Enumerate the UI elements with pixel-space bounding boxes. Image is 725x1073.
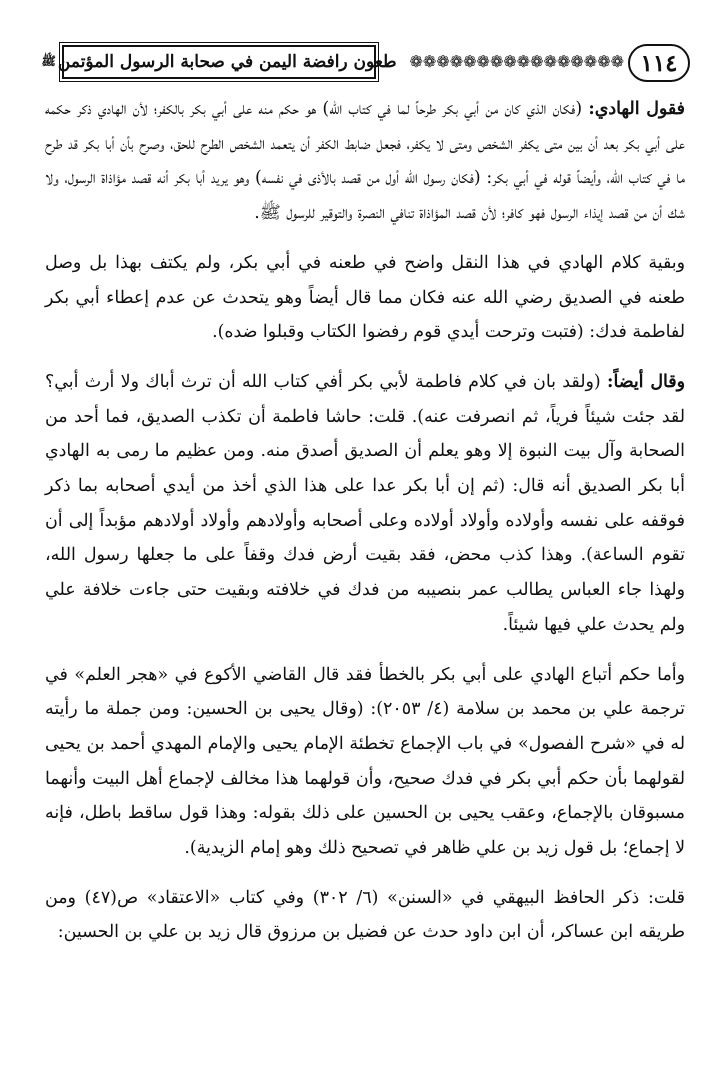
page-header <box>41 42 690 86</box>
paragraph <box>45 365 685 643</box>
body-text <box>45 92 685 950</box>
paragraph <box>45 881 685 950</box>
salutation-glyph: ﷺ <box>41 53 56 68</box>
paragraph-text: وأما حكم أتباع الهادي على أبي بكر بالخطأ فقد قال القاضي الأكوع في «هجر العلم» في ترجمة علي بن محمد بن سلامة (٤/ ٢٠٥٣): (وقال يحيى بن الحسين: ومن جملة ما رأيته له في «شرح الفصول» في باب الإجماع تخطئة الإمام يحيى والإمام المهدي أحمد بن يحيى لقولهما بأن حكم أبي بكر في فدك صحيح، وأن قولهما هذا مخالف لإجماع أهل البيت وأنهما مسبوقان بالإجماع، وعقب يحيى بن الحسين على ذلك بقوله: وهذا قول ساقط باطل، فإنه لا إجماع؛ بل قول زيد بن علي ظاهر في تصحيح ذلك وهو إمام الزيدية). <box>45 664 686 859</box>
paragraph-text: وبقية كلام الهادي في هذا النقل واضح في طعنه في أبي بكر، ولم يكتف بهذا بل وصل طعنه في الصديق رضي الله عنه فكان مما قال أيضاً وهو يتحدث عن عدم إعطاء أبي بكر لفاطمة فدك: (فتبت وترحت أيدي قوم رفضوا الكتاب وقبلوا ضده). <box>45 252 685 343</box>
page-number: ١١٤ <box>628 44 690 82</box>
paragraph <box>45 246 685 350</box>
paragraph-label: وقال أيضاً: <box>607 371 686 392</box>
running-title: طعون رافضة اليمن في صحابة الرسول المؤتمن <box>57 52 397 72</box>
paragraph-text: قلت: ذكر الحافظ البيهقي في «السنن» (٦/ ٣٠٢) وفي كتاب «الاعتقاد» ص(٤٧) ومن طريقه ابن عساكر، أن ابن داود حدث عن فضيل بن مرزوق قال زيد بن علي بن الحسين: <box>45 887 685 943</box>
paragraph-label: فقول الهادي: <box>588 99 685 119</box>
running-title-box <box>41 45 397 79</box>
paragraph-text: (فكان الذي كان من أبي بكر طرحاً لما في كتاب الله) هو حكم منه على أبي بكر بالكفر؛ لأن الهادي ذكر حكمه على أبي بكر بعد أن بين متى يكفر الشخص ومتى لا يكفر، فجعل ضابط الكفر أن يتعمد الشخص الطرح للحق، وصرح بأن أبا بكر قد طرح ما في كتاب الله، وأيضاً قوله في أبي بكر: (فكان رسول الله أول من قصد بالأذى في نفسه) وهو يريد أبا بكر أنه قصد مؤاذاة الرسول، ولا شك أن من قصد إيذاء الرسول فهو كافر؛ لأن قصد المؤاذاة تنافي النصرة والتوقير للرسول ﷺ. <box>45 99 685 224</box>
paragraph <box>45 92 685 231</box>
ornament-flower-icons: ❁❁❁❁❁❁❁❁❁❁❁❁❁❁❁❁ <box>409 52 624 71</box>
paragraph-text: (ولقد بان في كلام فاطمة لأبي بكر أفي كتاب الله أن ترث أباك ولا أرث أبي؟ لقد جئت شيئاً فرياً، ثم انصرفت عنه). قلت: حاشا فاطمة أن تكذب الصديق، فما أحد من الصحابة وآل بيت النبوة إلا وهو يعلم أن الصديق أصدق منه. ومن عظيم ما رمى به الهادي أبا بكر الصديق أنه قال: (ثم إن أبا بكر عدا على هذا الذي أخذ من أيدي أصحابه بما ذكر فوقفه على نفسه وأولاده وأولاد أولاده وعلى أصحابه وأولادهم وأولاد أولادهم مؤبداً إلى أن تقوم الساعة). وهذا كذب محض، فقد بقيت أرض فدك وقفاً على ما جعلها رسول الله، ولهذا جاء العباس يطالب عمر بنصيبه من فدك في خلافته وبقيت حتى جاءت خلافة علي ولم يحدث علي فيها شيئاً. <box>45 371 685 635</box>
paragraph <box>45 658 685 866</box>
